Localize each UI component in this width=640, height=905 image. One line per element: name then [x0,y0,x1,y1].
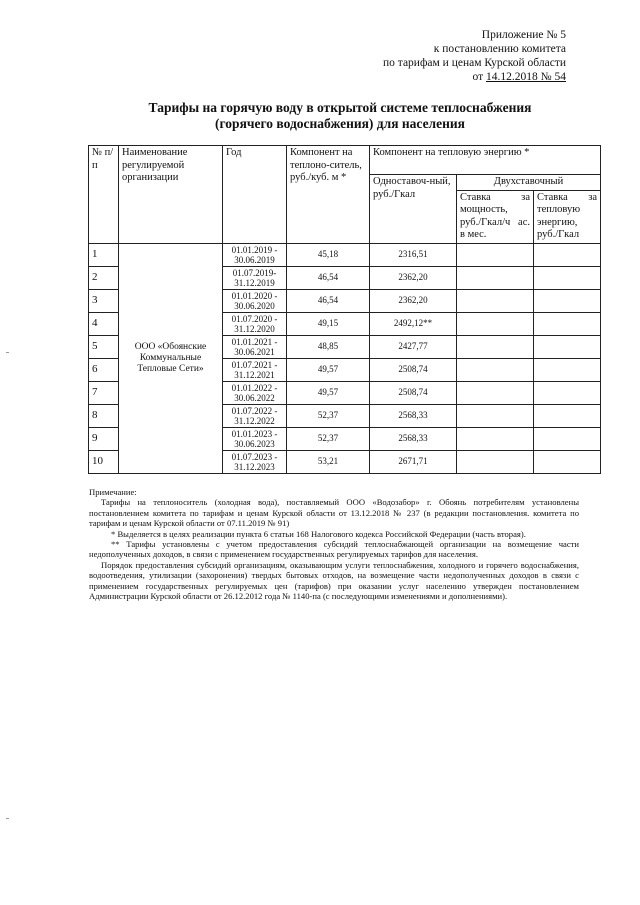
row-capacity [457,404,534,427]
row-period: 01.07.2021 - 31.12.2021 [223,358,287,381]
row-one-rate: 2492,12** [370,312,457,335]
row-number: 5 [89,335,119,358]
row-number: 1 [89,243,119,266]
row-carrier: 45,18 [287,243,370,266]
row-period: 01.01.2023 - 30.06.2023 [223,427,287,450]
row-capacity [457,358,534,381]
row-one-rate: 2362,20 [370,266,457,289]
row-number: 2 [89,266,119,289]
row-one-rate: 2508,74 [370,358,457,381]
row-capacity [457,450,534,473]
header-num: № п/п [89,146,119,244]
organization-name: ООО «Обоянские Коммунальные Тепловые Сети» [119,243,223,473]
row-one-rate: 2316,51 [370,243,457,266]
table-row [89,243,601,266]
margin-tick [6,352,9,353]
header-org: Наименование регулируемой организации [119,146,223,244]
row-one-rate: 2568,33 [370,404,457,427]
row-heat [534,335,601,358]
row-carrier: 46,54 [287,266,370,289]
row-carrier: 53,21 [287,450,370,473]
row-carrier: 52,37 [287,404,370,427]
row-period: 01.07.2023 - 31.12.2023 [223,450,287,473]
row-period: 01.01.2019 - 30.06.2019 [223,243,287,266]
row-heat [534,266,601,289]
row-heat [534,358,601,381]
appendix-line-4 [336,70,566,84]
row-one-rate: 2568,33 [370,427,457,450]
appendix-line-2: к постановлению комитета [433,43,566,55]
row-capacity [457,381,534,404]
notes-heading: Примечание: [89,487,137,497]
appendix-line-3: по тарифам и ценам Курской области [383,57,566,69]
header-heat: Ставка за тепловую энергию, руб./Гкал [534,190,601,243]
row-capacity [457,427,534,450]
header-energy: Компонент на тепловую энергию * [370,146,601,175]
note-paragraph-2: * Выделяется в целях реализации пункта 6 статьи 168 Налогового кодекса Российской Федерации (часть вторая). [111,528,526,539]
row-carrier: 49,57 [287,358,370,381]
header-row-1 [89,146,601,175]
row-capacity [457,335,534,358]
header-capacity: Ставка за мощность, руб./Гкал/ч ас. в мес. [457,190,534,243]
row-carrier: 48,85 [287,335,370,358]
appendix-line-1: Приложение № 5 [481,29,566,41]
row-period: 01.07.2020 - 31.12.2020 [223,312,287,335]
row-number: 10 [89,450,119,473]
appendix-block [336,28,566,84]
header-two-rate: Двухставочный [457,175,601,191]
header-carrier: Компонент на теплоно-ситель, руб./куб. м * [287,146,370,244]
row-one-rate: 2427,77 [370,335,457,358]
header-one-rate: Одноставоч-ный, руб./Гкал [370,175,457,244]
row-heat [534,450,601,473]
row-heat [534,312,601,335]
row-heat [534,427,601,450]
row-period: 01.01.2022 - 30.06.2022 [223,381,287,404]
row-number: 4 [89,312,119,335]
row-carrier: 52,37 [287,427,370,450]
row-period: 01.07.2022 - 31.12.2022 [223,404,287,427]
row-number: 9 [89,427,119,450]
row-one-rate: 2362,20 [370,289,457,312]
row-capacity [457,243,534,266]
note-paragraph-1: Тарифы на теплоноситель (холодная вода), поставляемый ООО «Водозабор» г. Обоянь потребителям установлены постановлением комитета по тарифам и ценам Курской области от 13.12.2018 № 237 (в редакции постановления. комитета по тарифам и ценам Курской области от 07.11.2019 № 91) [89,497,579,529]
row-period: 01.07.2019- 31.12.2019 [223,266,287,289]
notes-section [89,487,579,601]
row-one-rate: 2671,71 [370,450,457,473]
row-carrier: 49,57 [287,381,370,404]
title-line-2: (горячего водоснабжения) для населения [215,116,465,131]
note-paragraph-3: ** Тарифы установлены с учетом предоставления субсидий теплоснабжающей организации на возмещение части недополученных доходов, в связи с применением государственных регулируемых тарифов для населения. [89,539,579,560]
row-number: 3 [89,289,119,312]
row-heat [534,404,601,427]
row-heat [534,243,601,266]
appendix-date-number: 14.12.2018 № 54 [486,71,566,83]
row-number: 7 [89,381,119,404]
note-paragraph-4: Порядок предоставления субсидий организациям, оказывающим услуги теплоснабжения, холодного и горячего водоснабжения, водоотведения, утилизации (захоронения) твердых бытовых отходов, на возмещение части недополученных доходов в связи с применением государственных регулируемых цен (тарифов) при оказании услуг населению утвержден постановлением Администрации Курской области от 26.12.2012 года № 1140-па (с последующими изменениями и дополнениями). [89,559,579,602]
row-carrier: 49,15 [287,312,370,335]
row-capacity [457,312,534,335]
row-heat [534,381,601,404]
tariff-table [88,145,601,474]
row-capacity [457,266,534,289]
row-capacity [457,289,534,312]
row-period: 01.01.2020 - 30.06.2020 [223,289,287,312]
appendix-date-prefix: от [472,71,487,83]
row-carrier: 46,54 [287,289,370,312]
header-year: Год [223,146,287,244]
row-one-rate: 2508,74 [370,381,457,404]
row-heat [534,289,601,312]
title-line-1: Тарифы на горячую воду в открытой системе теплоснабжения [148,100,532,115]
margin-tick [6,818,9,819]
row-number: 6 [89,358,119,381]
row-period: 01.01.2021 - 30.06.2021 [223,335,287,358]
row-number: 8 [89,404,119,427]
page-title [60,100,620,132]
